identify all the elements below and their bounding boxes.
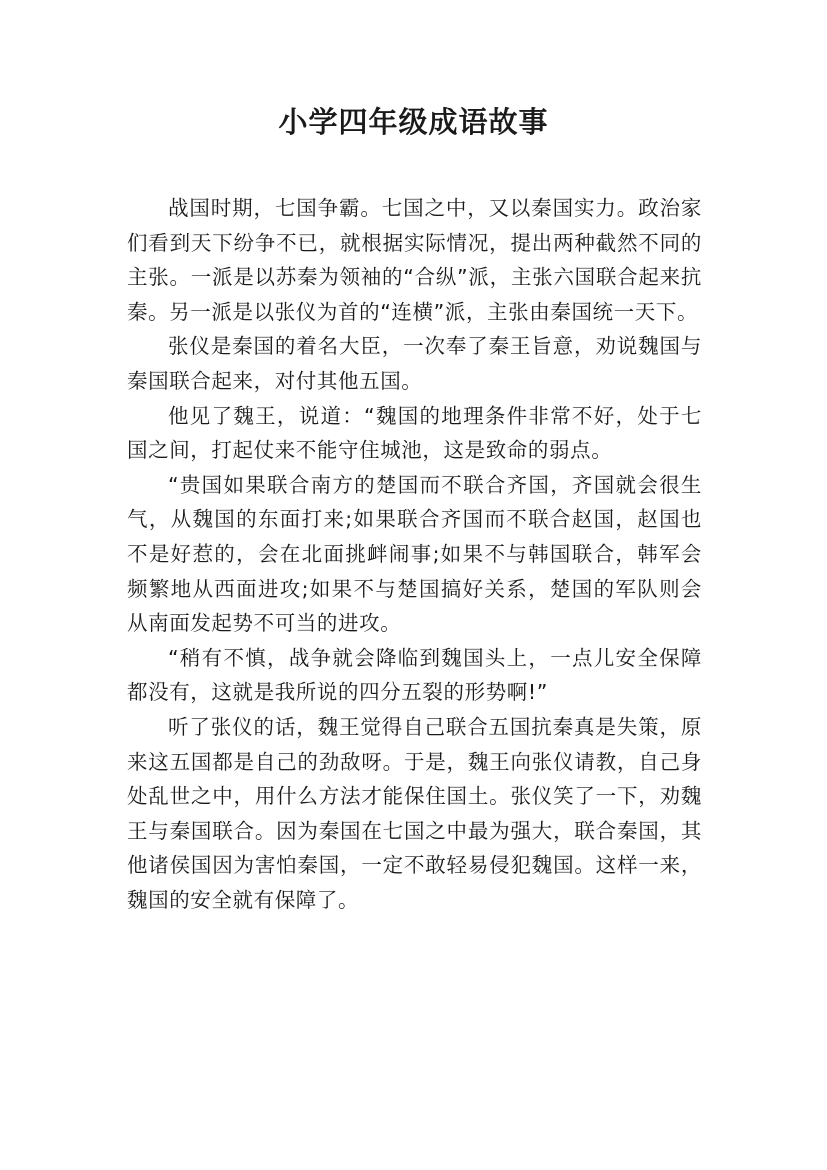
paragraph: “贵国如果联合南方的楚国而不联合齐国，齐国就会很生气，从魏国的东面打来;如果联合齐国而不联合赵国，赵国也不是好惹的，会在北面挑衅闹事;如果不与韩国联合，韩军会频繁地从西面进攻;如果不与楚国搞好关系，楚国的军队则会从南面发起势不可当的进攻。 [127,472,702,636]
page-title: 小学四年级成语故事 [278,105,549,139]
paragraph: 听了张仪的话，魏王觉得自己联合五国抗秦真是失策，原来这五国都是自己的劲敌呀。于是，魏王向张仪请教，自己身处乱世之中，用什么方法才能保住国土。张仪笑了一下，劝魏王与秦国联合。因为秦国在七国之中最为强大，联合秦国，其他诸侯国因为害怕秦国，一定不敢轻易侵犯魏国。这样一来，魏国的安全就有保障了。 [127,714,702,912]
paragraph: 战国时期，七国争霸。七国之中，又以秦国实力。政治家们看到天下纷争不已，就根据实际情况，提出两种截然不同的主张。一派是以苏秦为领袖的“合纵”派，主张六国联合起来抗秦。另一派是以张仪为首的“连横”派，主张由秦国统一天下。 [127,196,702,324]
paragraph: 他见了魏王，说道：“魏国的地理条件非常不好，处于七国之间，打起仗来不能守住城池，这是致命的弱点。 [127,403,702,463]
paragraph: 张仪是秦国的着名大臣，一次奉了秦王旨意，劝说魏国与秦国联合起来，对付其他五国。 [127,334,702,393]
story-body [127,191,702,917]
paragraph: “稍有不慎，战争就会降临到魏国头上，一点儿安全保障都没有，这就是我所说的四分五裂的形势啊!” [127,645,702,705]
